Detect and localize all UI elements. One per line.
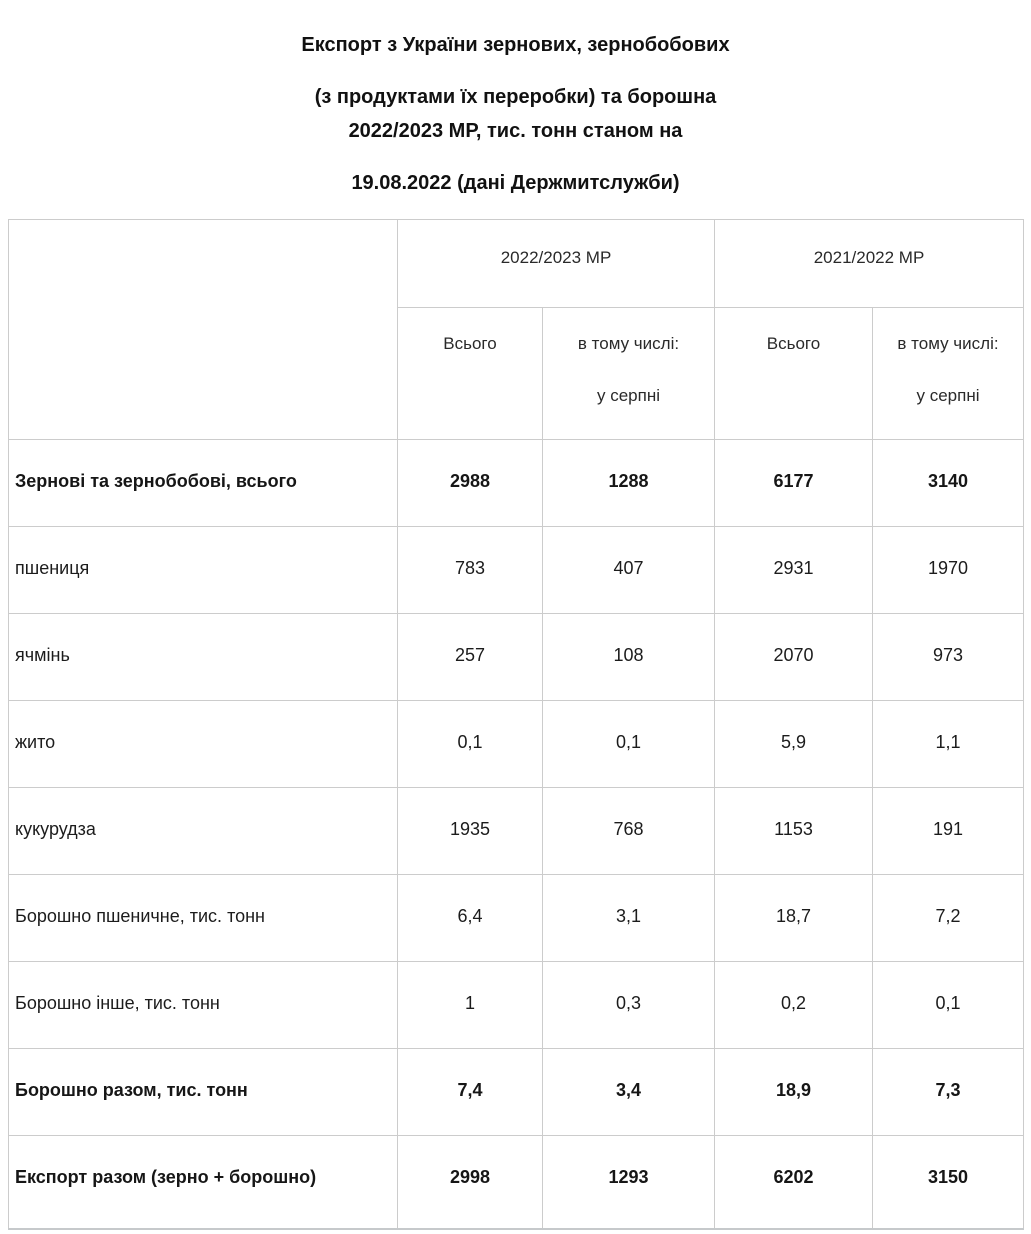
value-cell: 2988 — [398, 440, 543, 527]
row-label: кукурудза — [9, 788, 398, 875]
title-line-2: (з продуктами їх переробки) та борошна — [314, 86, 717, 108]
subheader-including-2 — [873, 308, 1024, 440]
value-cell: 0,2 — [715, 962, 873, 1049]
value-cell: 6202 — [715, 1136, 873, 1229]
value-cell: 3140 — [873, 440, 1024, 527]
row-label: ячмінь — [9, 614, 398, 701]
subheader-including-line2: у серпні — [916, 386, 980, 405]
value-cell: 783 — [398, 527, 543, 614]
row-label: Експорт разом (зерно + борошно) — [9, 1136, 398, 1229]
value-cell: 257 — [398, 614, 543, 701]
value-cell: 1288 — [543, 440, 715, 527]
value-cell: 7,2 — [873, 875, 1024, 962]
table-row — [9, 440, 1024, 527]
subheader-total-1: Всього — [398, 308, 543, 440]
title-line-3: 2022/2023 МР, тис. тонн станом на — [348, 120, 683, 142]
row-label: жито — [9, 701, 398, 788]
value-cell: 1,1 — [873, 701, 1024, 788]
subheader-including-line1: в тому числі: — [897, 334, 999, 353]
value-cell: 108 — [543, 614, 715, 701]
value-cell: 1 — [398, 962, 543, 1049]
value-cell: 0,1 — [543, 701, 715, 788]
value-cell: 1970 — [873, 527, 1024, 614]
value-cell: 1935 — [398, 788, 543, 875]
title-line-4: 19.08.2022 (дані Держмитслужби) — [351, 172, 680, 194]
table-row — [9, 1136, 1024, 1229]
table-row — [9, 962, 1024, 1049]
value-cell: 2931 — [715, 527, 873, 614]
table-row — [9, 527, 1024, 614]
value-cell: 6,4 — [398, 875, 543, 962]
subheader-including-1 — [543, 308, 715, 440]
column-group-2022-2023: 2022/2023 МР — [398, 220, 715, 308]
value-cell: 3150 — [873, 1136, 1024, 1229]
table-row — [9, 1049, 1024, 1136]
row-label: Борошно інше, тис. тонн — [9, 962, 398, 1049]
row-label: пшениця — [9, 527, 398, 614]
value-cell: 18,7 — [715, 875, 873, 962]
table-body — [9, 440, 1024, 1229]
value-cell: 0,1 — [873, 962, 1024, 1049]
table-row — [9, 875, 1024, 962]
table-row — [9, 701, 1024, 788]
value-cell: 18,9 — [715, 1049, 873, 1136]
subheader-including-line2: у серпні — [596, 386, 660, 405]
value-cell: 407 — [543, 527, 715, 614]
value-cell: 768 — [543, 788, 715, 875]
value-cell: 1153 — [715, 788, 873, 875]
export-table — [8, 219, 1024, 1230]
value-cell: 2998 — [398, 1136, 543, 1229]
value-cell: 191 — [873, 788, 1024, 875]
row-label: Борошно пшеничне, тис. тонн — [9, 875, 398, 962]
header-group-row — [9, 220, 1024, 308]
table-header — [9, 220, 1024, 440]
value-cell: 1293 — [543, 1136, 715, 1229]
value-cell: 6177 — [715, 440, 873, 527]
row-label: Борошно разом, тис. тонн — [9, 1049, 398, 1136]
subheader-total-2: Всього — [715, 308, 873, 440]
value-cell: 0,1 — [398, 701, 543, 788]
value-cell: 973 — [873, 614, 1024, 701]
value-cell: 5,9 — [715, 701, 873, 788]
value-cell: 0,3 — [543, 962, 715, 1049]
column-group-2021-2022: 2021/2022 МР — [715, 220, 1024, 308]
title-line-1: Експорт з України зернових, зернобобових — [301, 34, 730, 56]
corner-cell — [9, 220, 398, 440]
table-row — [9, 614, 1024, 701]
value-cell: 3,1 — [543, 875, 715, 962]
chart-title — [0, 0, 1031, 194]
value-cell: 2070 — [715, 614, 873, 701]
value-cell: 7,3 — [873, 1049, 1024, 1136]
row-label: Зернові та зернобобові, всього — [9, 440, 398, 527]
table-row — [9, 788, 1024, 875]
value-cell: 3,4 — [543, 1049, 715, 1136]
subheader-including-line1: в тому числі: — [577, 334, 680, 353]
value-cell: 7,4 — [398, 1049, 543, 1136]
